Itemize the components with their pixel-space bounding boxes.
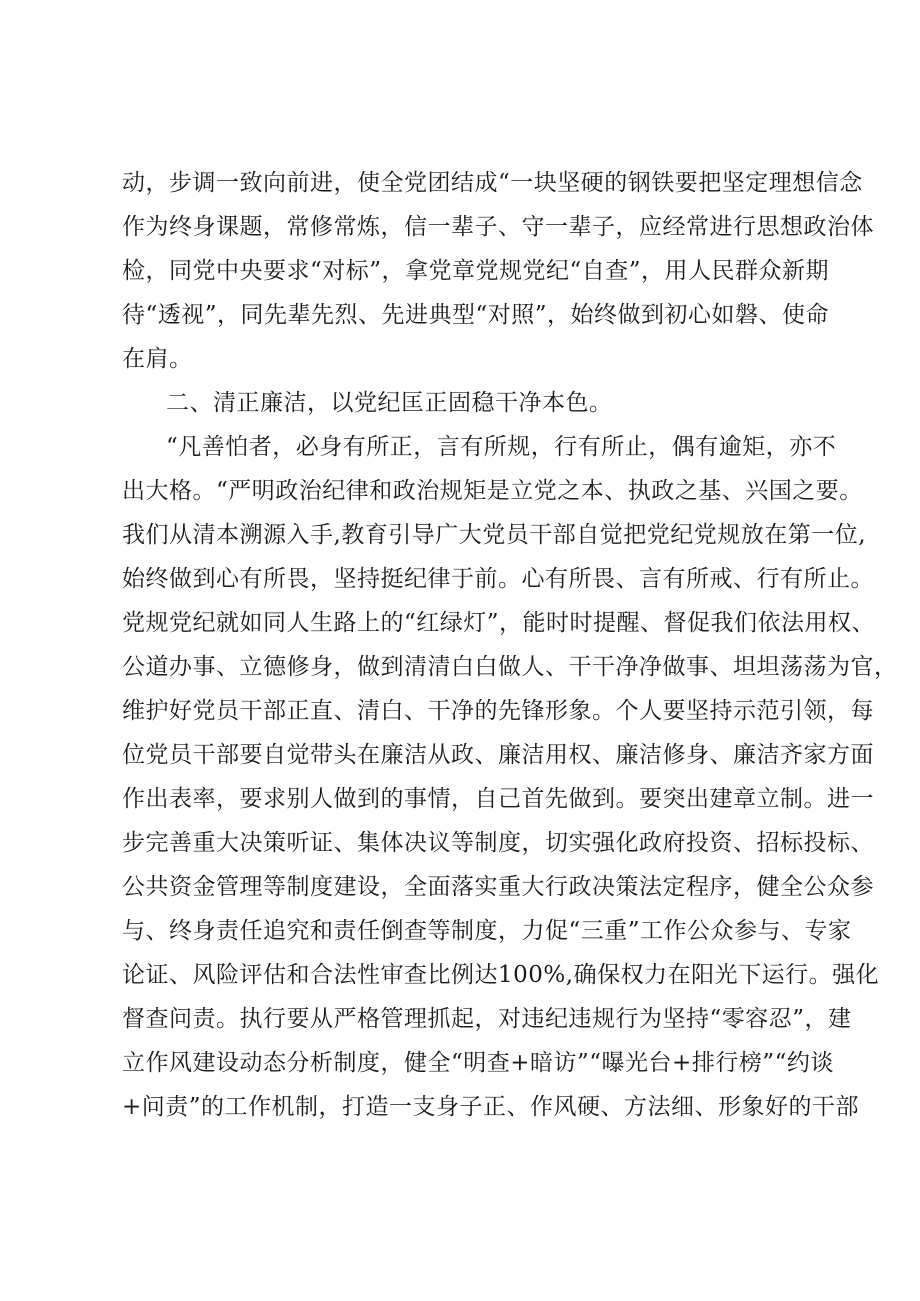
paragraph-2-line-13: 论证、风险评估和合法性审查比例达100%,确保权力在阳光下运行。强化 bbox=[122, 962, 880, 988]
paragraph-2-line-3: 我们从清本溯源入手,教育引导广大党员干部自觉把党纪党规放在第一位, bbox=[122, 522, 867, 548]
paragraph-2-line-10: 步完善重大决策听证、集体决议等制度，切实强化政府投资、招标投标、 bbox=[122, 830, 874, 856]
paragraph-2-line-16: +问责”的工作机制，打造一支身子正、作风硬、方法细、形象好的干部 bbox=[122, 1094, 860, 1120]
section-heading-2: 二、清正廉洁，以党纪匡正固稳干净本色。 bbox=[166, 390, 613, 416]
paragraph-2-line-4: 始终做到心有所畏，坚持挺纪律于前。心有所畏、言有所戒、行有所止。 bbox=[122, 566, 874, 592]
paragraph-2-line-5: 党规党纪就如同人生路上的“红绿灯”，能时时提醒、督促我们依法用权、 bbox=[122, 610, 876, 636]
paragraph-2-line-11: 公共资金管理等制度建设，全面落实重大行政决策法定程序，健全公众参 bbox=[122, 874, 874, 900]
paragraph-1-line-1: 动，步调一致向前进，使全党团结成“一块坚硬的钢铁要把坚定理想信念 bbox=[122, 170, 863, 196]
paragraph-2-line-12: 与、终身责任追究和责任倒查等制度，力促“三重”工作公众参与、专家 bbox=[122, 918, 852, 944]
paragraph-2-line-2: 出大格。“严明政治纪律和政治规矩是立党之本、执政之基、兴国之要。 bbox=[122, 478, 863, 504]
paragraph-1-line-4: 待“透视”，同先辈先烈、先进典型“对照”，始终做到初心如磐、使命 bbox=[122, 302, 830, 328]
paragraph-1-line-2: 作为终身课题，常修常炼，信一辈子、守一辈子，应经常进行思想政治体 bbox=[122, 214, 874, 240]
paragraph-1-line-5: 在肩。 bbox=[122, 346, 193, 372]
paragraph-2-line-7: 维护好党员干部正直、清白、干净的先锋形象。个人要坚持示范引领，每 bbox=[122, 698, 874, 724]
paragraph-2-line-9: 作出表率，要求别人做到的事情，自己首先做到。要突出建章立制。进一 bbox=[122, 786, 874, 812]
paragraph-2-line-8: 位党员干部要自觉带头在廉洁从政、廉洁用权、廉洁修身、廉洁齐家方面 bbox=[122, 742, 874, 768]
paragraph-2-line-14: 督查问责。执行要从严格管理抓起，对违纪违规行为坚持“零容忍”，建 bbox=[122, 1006, 852, 1032]
paragraph-2-line-15: 立作风建设动态分析制度，健全“明查+暗访”“曝光台+排行榜”“约谈 bbox=[122, 1050, 834, 1076]
paragraph-1-line-3: 检，同党中央要求“对标”，拿党章党规党纪“自查”，用人民群众新期 bbox=[122, 258, 830, 284]
paragraph-2-line-6: 公道办事、立德修身，做到清清白白做人、干干净净做事、坦坦荡荡为官， bbox=[122, 654, 898, 680]
paragraph-2-line-1: “凡善怕者，必身有所正，言有所规，行有所止，偶有逾矩，亦不 bbox=[166, 434, 837, 460]
